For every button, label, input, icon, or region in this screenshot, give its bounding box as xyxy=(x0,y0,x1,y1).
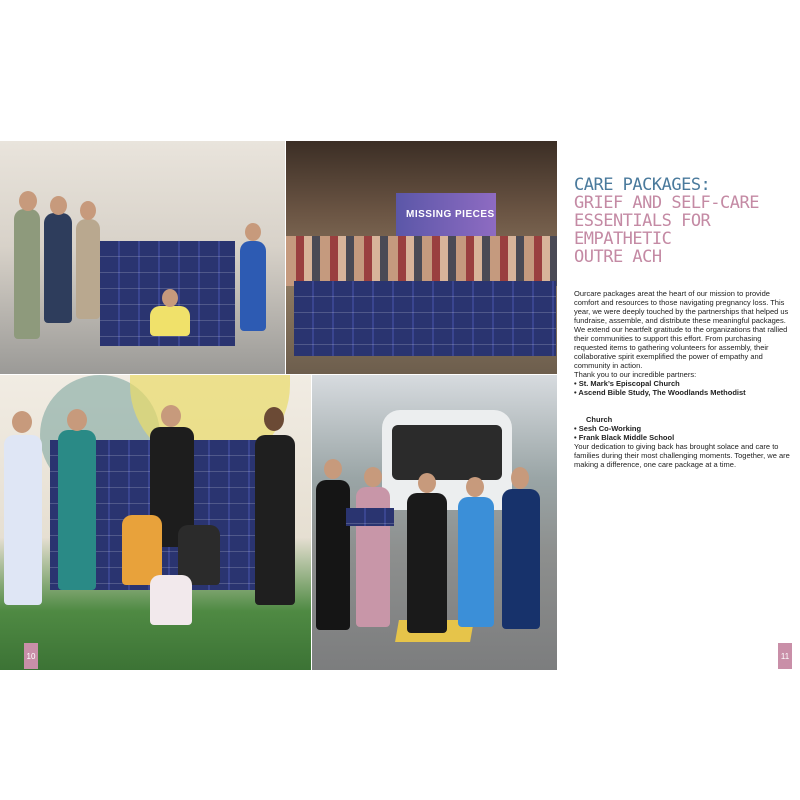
brochure-spread xyxy=(0,141,800,670)
heading-line-4: OUTRE ACH xyxy=(574,247,662,267)
page-number-right: 11 xyxy=(778,643,792,669)
partner-ascend-cont: Church xyxy=(586,415,613,424)
partner-frank-black: • Frank Black Middle School xyxy=(574,433,675,442)
crowd xyxy=(286,236,557,286)
page-heading xyxy=(574,176,794,266)
partner-ascend: • Ascend Bible Study, The Woodlands Methodist xyxy=(574,388,746,397)
photo-group-at-car xyxy=(312,375,557,670)
heading-line-3: ESSENTIALS FOR EMPATHETIC xyxy=(574,211,711,249)
page-number-left: 10 xyxy=(24,643,38,669)
gratitude-paragraph: We extend our heartfelt gratitude to the organizations that rallied their communities to support this effort. From purchasing requested items to gathering volunteers for assembly, their collaborative spirit exemplified the power of empathy and community in action. xyxy=(574,325,788,370)
heading-line-2: GRIEF AND SELF-CARE xyxy=(574,193,759,213)
thanks-line: Thank you to our incredible partners: xyxy=(574,370,697,379)
photo-volunteers-with-boxes xyxy=(0,141,285,374)
photo-families-with-boxes xyxy=(0,375,311,670)
screen-caption: MISSING PIECES xyxy=(406,209,495,220)
closing-paragraph: Your dedication to giving back has brought solace and care to families during their most challenging moments. Together, we are making a difference, one care package at a time. xyxy=(574,442,790,469)
heading-line-1: CARE PACKAGES: xyxy=(574,175,711,195)
photo-group-missing-pieces xyxy=(286,141,557,374)
body-copy xyxy=(574,289,792,469)
partner-sesh: • Sesh Co-Working xyxy=(574,424,642,433)
partner-st-marks: • St. Mark’s Episcopal Church xyxy=(574,379,680,388)
intro-paragraph: Ourcare packages areat the heart of our mission to provide comfort and resources to those navigating pregnancy loss. This year, we were deeply touched by the partnerships that helped us fundraise, assemble, and distribute these meaningful packages. xyxy=(574,289,789,325)
